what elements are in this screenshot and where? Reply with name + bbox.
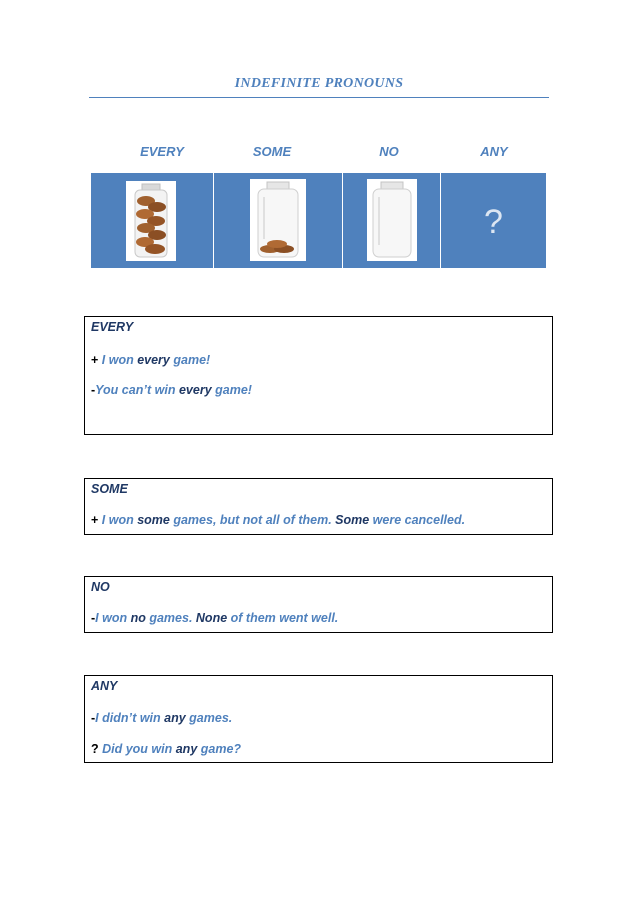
some-box-heading: SOME	[91, 482, 128, 496]
every-example-positive: + I won every game!	[91, 353, 211, 367]
cell-no	[343, 173, 441, 268]
no-box	[84, 576, 553, 633]
any-example-negative: -I didn’t win any games.	[91, 711, 233, 725]
plus-sign: +	[91, 353, 99, 367]
minus-sign: -	[91, 383, 96, 397]
question-sign: ?	[91, 742, 99, 756]
any-box	[84, 675, 553, 763]
some-example-positive: + I won some games, but not all of them. Some were cancelled.	[91, 513, 466, 527]
plus-sign: +	[91, 513, 99, 527]
every-example-negative: -You can’t win every game!	[91, 383, 252, 397]
question-mark-icon: ?	[484, 203, 503, 241]
page-title: INDEFINITE PRONOUNS	[234, 76, 404, 91]
cell-every	[91, 173, 214, 268]
column-heading-no: NO	[379, 144, 399, 159]
cell-some	[214, 173, 343, 268]
few-cookies-jar-image	[250, 179, 306, 261]
some-box	[84, 478, 553, 535]
empty-jar-image	[367, 179, 417, 261]
no-example-negative: -I won no games. None of them went well.	[91, 611, 339, 625]
full-cookie-jar-image	[126, 181, 176, 261]
every-box-heading: EVERY	[91, 320, 134, 334]
title-underline	[89, 97, 549, 98]
column-heading-some: SOME	[252, 144, 292, 159]
any-box-heading: ANY	[91, 679, 118, 693]
column-heading-every: EVERY	[140, 144, 184, 159]
cell-any	[441, 173, 546, 268]
minus-sign: -	[91, 611, 96, 625]
no-box-heading: NO	[91, 580, 110, 594]
jar-table	[91, 173, 546, 268]
column-heading-any: ANY	[480, 144, 508, 159]
every-box	[84, 316, 553, 435]
minus-sign: -	[91, 711, 96, 725]
any-example-question: ? Did you win any game?	[91, 742, 242, 756]
